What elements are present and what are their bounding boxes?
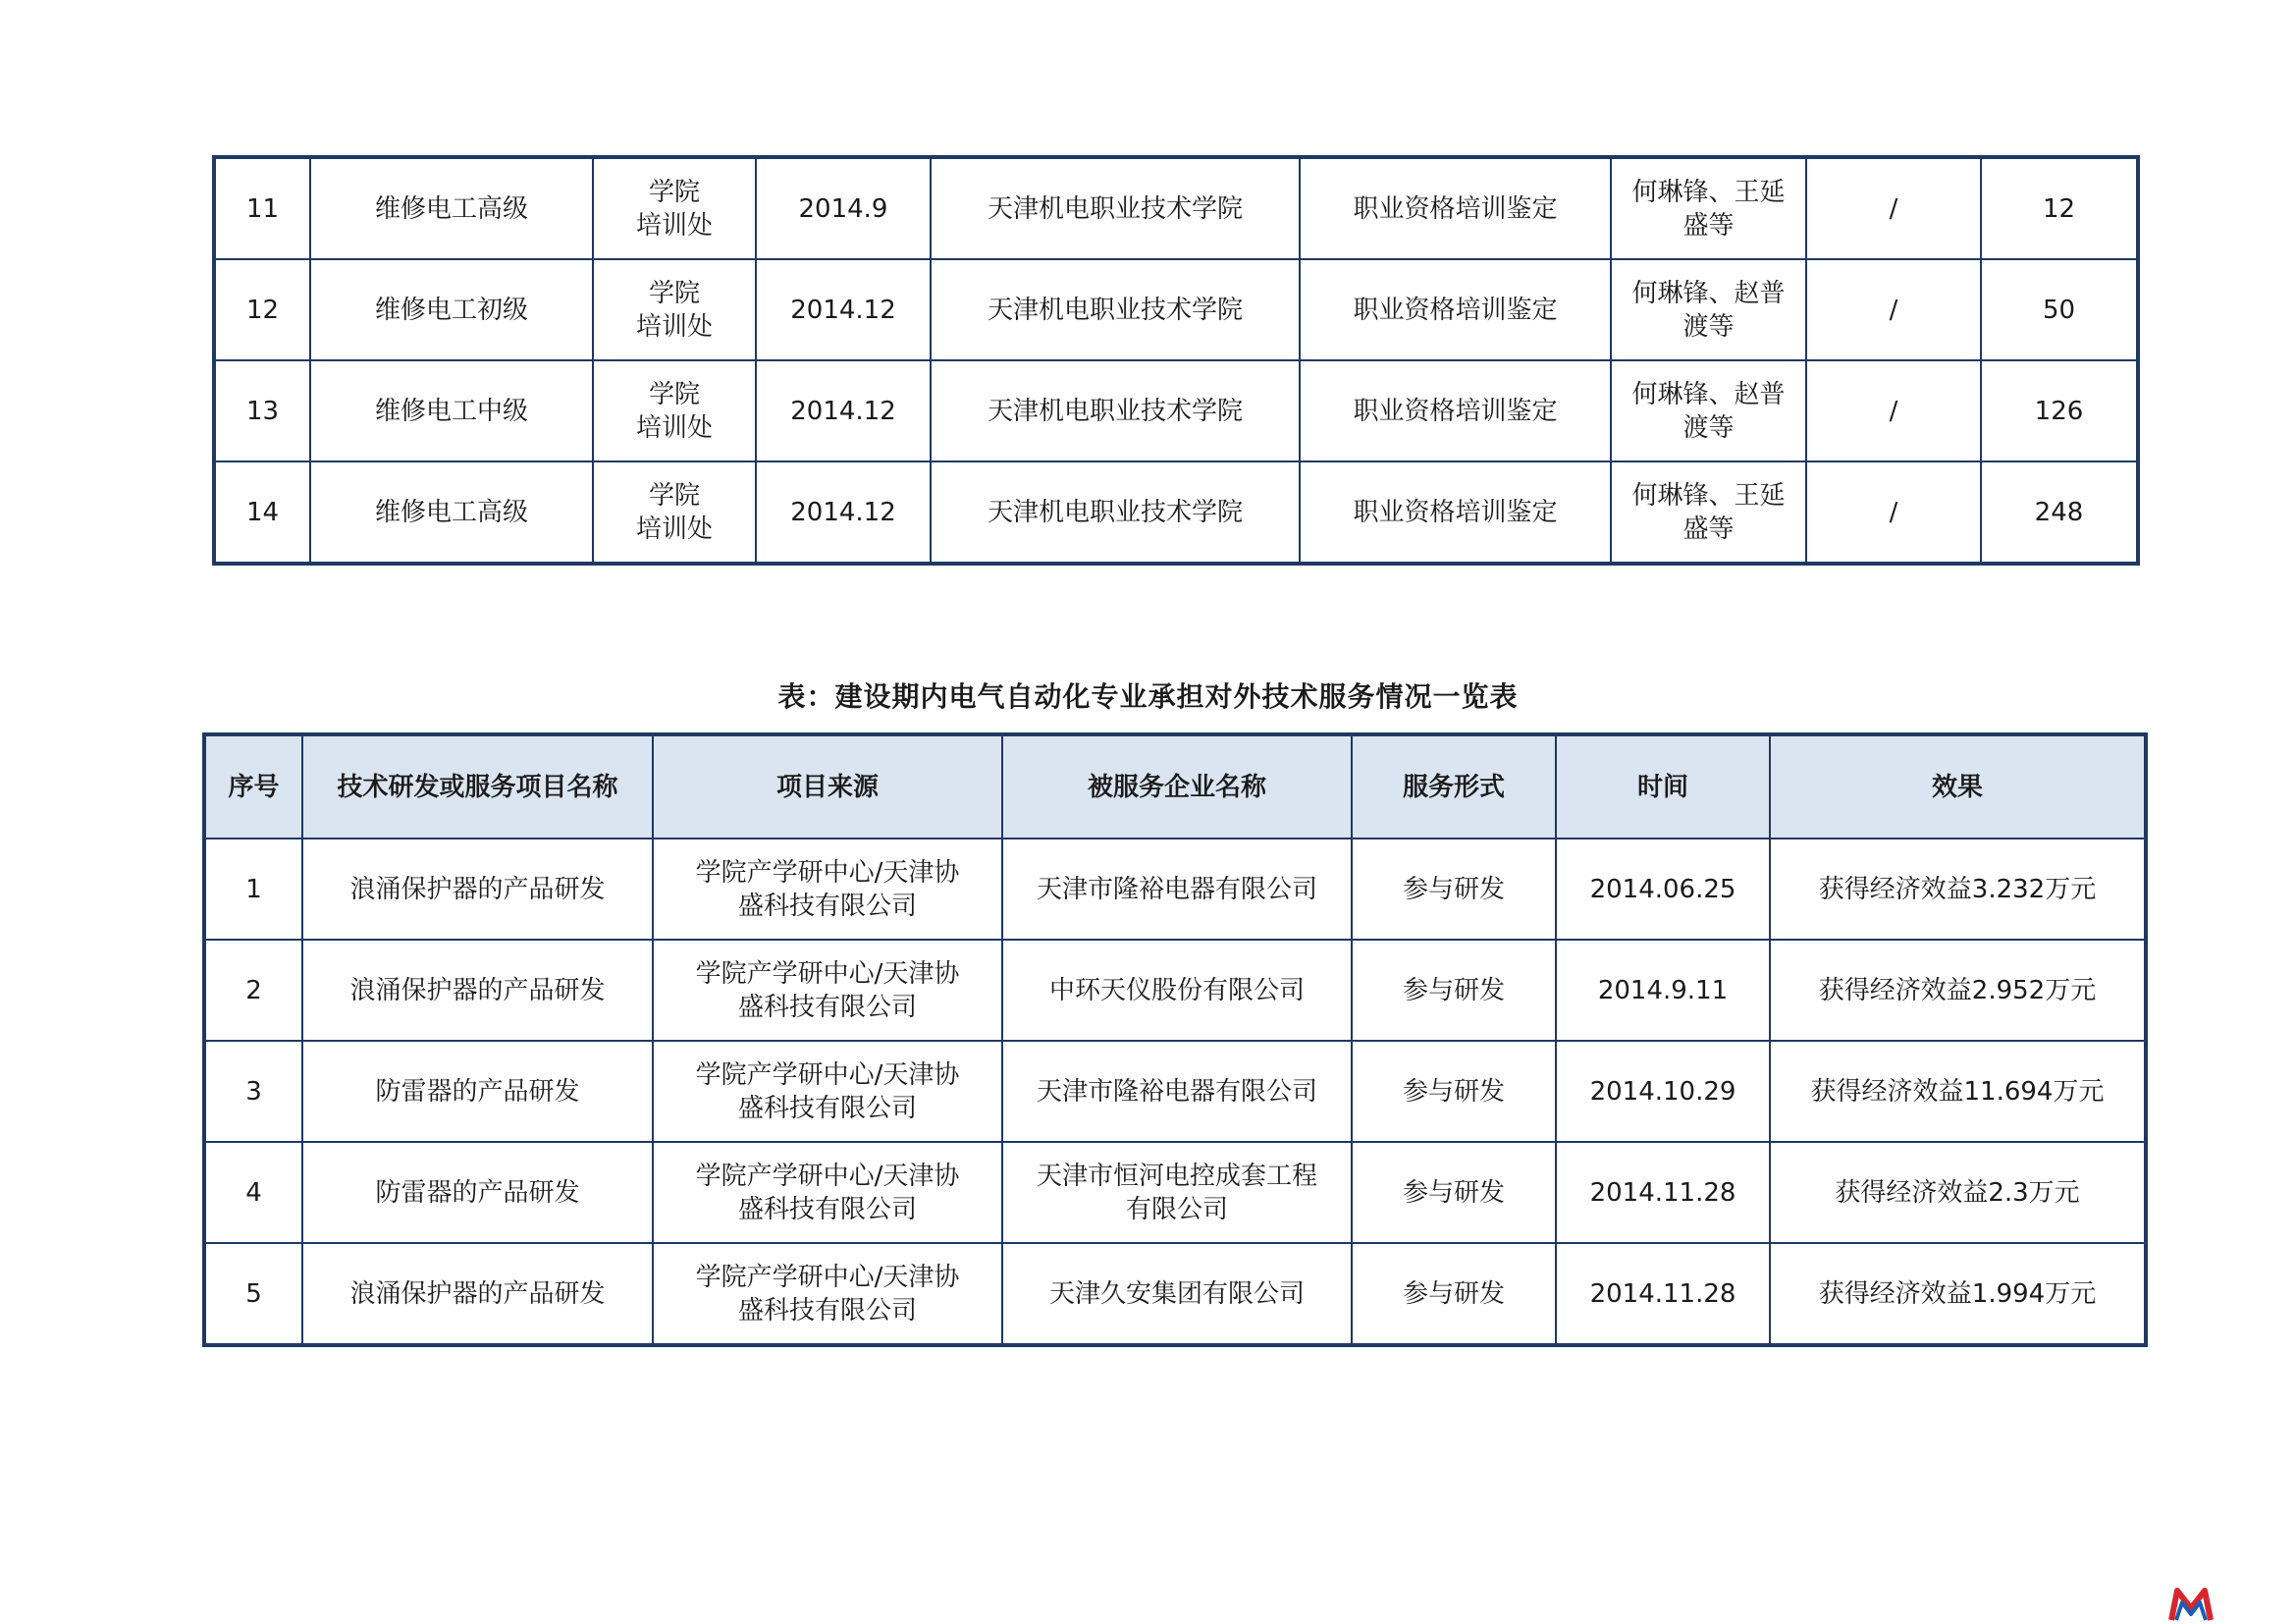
cell-time: 2014.9.11 (1556, 940, 1770, 1041)
cell-people: 何琳锋、王延 盛等 (1611, 157, 1806, 259)
cell-company: 天津市恒河电控成套工程 有限公司 (1002, 1142, 1352, 1243)
table-row (204, 839, 2146, 940)
cell-company: 天津市隆裕电器有限公司 (1002, 839, 1352, 940)
cell-type: 职业资格培训鉴定 (1300, 157, 1611, 259)
table-row (214, 259, 2138, 360)
cell-no: 1 (204, 839, 302, 940)
header-project: 技术研发或服务项目名称 (302, 734, 653, 839)
cell-name: 维修电工初级 (310, 259, 593, 360)
cell-type: 职业资格培训鉴定 (1300, 461, 1611, 564)
tech-service-table (202, 732, 2148, 1347)
cell-time: 2014.11.28 (1556, 1142, 1770, 1243)
cell-company: 天津久安集团有限公司 (1002, 1243, 1352, 1345)
cell-no: 14 (214, 461, 310, 564)
cell-project: 防雷器的产品研发 (302, 1041, 653, 1142)
cell-form: 参与研发 (1352, 839, 1556, 940)
cell-effect: 获得经济效益2.3万元 (1770, 1142, 2146, 1243)
cell-no: 4 (204, 1142, 302, 1243)
cell-date: 2014.12 (756, 259, 931, 360)
cell-no: 5 (204, 1243, 302, 1345)
header-form: 服务形式 (1352, 734, 1556, 839)
cell-time: 2014.06.25 (1556, 839, 1770, 940)
table-caption: 表：建设期内电气自动化专业承担对外技术服务情况一览表 (777, 680, 1519, 713)
header-no: 序号 (204, 734, 302, 839)
table-row (204, 1243, 2146, 1345)
cell-name: 维修电工高级 (310, 461, 593, 564)
header-effect: 效果 (1770, 734, 2146, 839)
cell-name: 维修电工高级 (310, 157, 593, 259)
cell-school: 天津机电职业技术学院 (931, 461, 1300, 564)
cell-date: 2014.12 (756, 360, 931, 461)
table-row (204, 940, 2146, 1041)
cell-no: 13 (214, 360, 310, 461)
cell-no: 12 (214, 259, 310, 360)
cell-date: 2014.12 (756, 461, 931, 564)
cell-count: 12 (1981, 157, 2138, 259)
cell-form: 参与研发 (1352, 1041, 1556, 1142)
cell-source: 学院产学研中心/天津协 盛科技有限公司 (653, 1243, 1002, 1345)
cell-slash: / (1806, 157, 1981, 259)
cell-school: 天津机电职业技术学院 (931, 259, 1300, 360)
cell-form: 参与研发 (1352, 1243, 1556, 1345)
cell-school: 天津机电职业技术学院 (931, 157, 1300, 259)
cell-people: 何琳锋、赵普 渡等 (1611, 259, 1806, 360)
table-row (204, 1142, 2146, 1243)
cell-slash: / (1806, 360, 1981, 461)
cell-company: 天津市隆裕电器有限公司 (1002, 1041, 1352, 1142)
cell-count: 126 (1981, 360, 2138, 461)
cell-project: 浪涌保护器的产品研发 (302, 1243, 653, 1345)
cell-school: 天津机电职业技术学院 (931, 360, 1300, 461)
cell-people: 何琳锋、王延 盛等 (1611, 461, 1806, 564)
cell-dept: 学院 培训处 (593, 157, 756, 259)
cell-dept: 学院 培训处 (593, 461, 756, 564)
cell-no: 11 (214, 157, 310, 259)
cell-source: 学院产学研中心/天津协 盛科技有限公司 (653, 839, 1002, 940)
cell-project: 浪涌保护器的产品研发 (302, 940, 653, 1041)
cell-source: 学院产学研中心/天津协 盛科技有限公司 (653, 940, 1002, 1041)
cell-effect: 获得经济效益3.232万元 (1770, 839, 2146, 940)
cell-time: 2014.10.29 (1556, 1041, 1770, 1142)
cell-form: 参与研发 (1352, 940, 1556, 1041)
cell-no: 2 (204, 940, 302, 1041)
table-row (214, 157, 2138, 259)
training-table (212, 155, 2140, 566)
cell-project: 浪涌保护器的产品研发 (302, 839, 653, 940)
header-time: 时间 (1556, 734, 1770, 839)
cell-dept: 学院 培训处 (593, 360, 756, 461)
cell-time: 2014.11.28 (1556, 1243, 1770, 1345)
cell-source: 学院产学研中心/天津协 盛科技有限公司 (653, 1142, 1002, 1243)
cell-effect: 获得经济效益2.952万元 (1770, 940, 2146, 1041)
cell-form: 参与研发 (1352, 1142, 1556, 1243)
cell-no: 3 (204, 1041, 302, 1142)
cell-company: 中环天仪股份有限公司 (1002, 940, 1352, 1041)
cell-effect: 获得经济效益1.994万元 (1770, 1243, 2146, 1345)
table-row (214, 360, 2138, 461)
cell-type: 职业资格培训鉴定 (1300, 360, 1611, 461)
cell-count: 50 (1981, 259, 2138, 360)
table-row (214, 461, 2138, 564)
college-logo-icon (2168, 1585, 2214, 1624)
cell-effect: 获得经济效益11.694万元 (1770, 1041, 2146, 1142)
cell-dept: 学院 培训处 (593, 259, 756, 360)
cell-count: 248 (1981, 461, 2138, 564)
header-company: 被服务企业名称 (1002, 734, 1352, 839)
cell-name: 维修电工中级 (310, 360, 593, 461)
cell-project: 防雷器的产品研发 (302, 1142, 653, 1243)
cell-date: 2014.9 (756, 157, 931, 259)
cell-slash: / (1806, 259, 1981, 360)
table-row (204, 1041, 2146, 1142)
cell-slash: / (1806, 461, 1981, 564)
header-source: 项目来源 (653, 734, 1002, 839)
header-row (204, 734, 2146, 839)
cell-people: 何琳锋、赵普 渡等 (1611, 360, 1806, 461)
cell-type: 职业资格培训鉴定 (1300, 259, 1611, 360)
cell-source: 学院产学研中心/天津协 盛科技有限公司 (653, 1041, 1002, 1142)
